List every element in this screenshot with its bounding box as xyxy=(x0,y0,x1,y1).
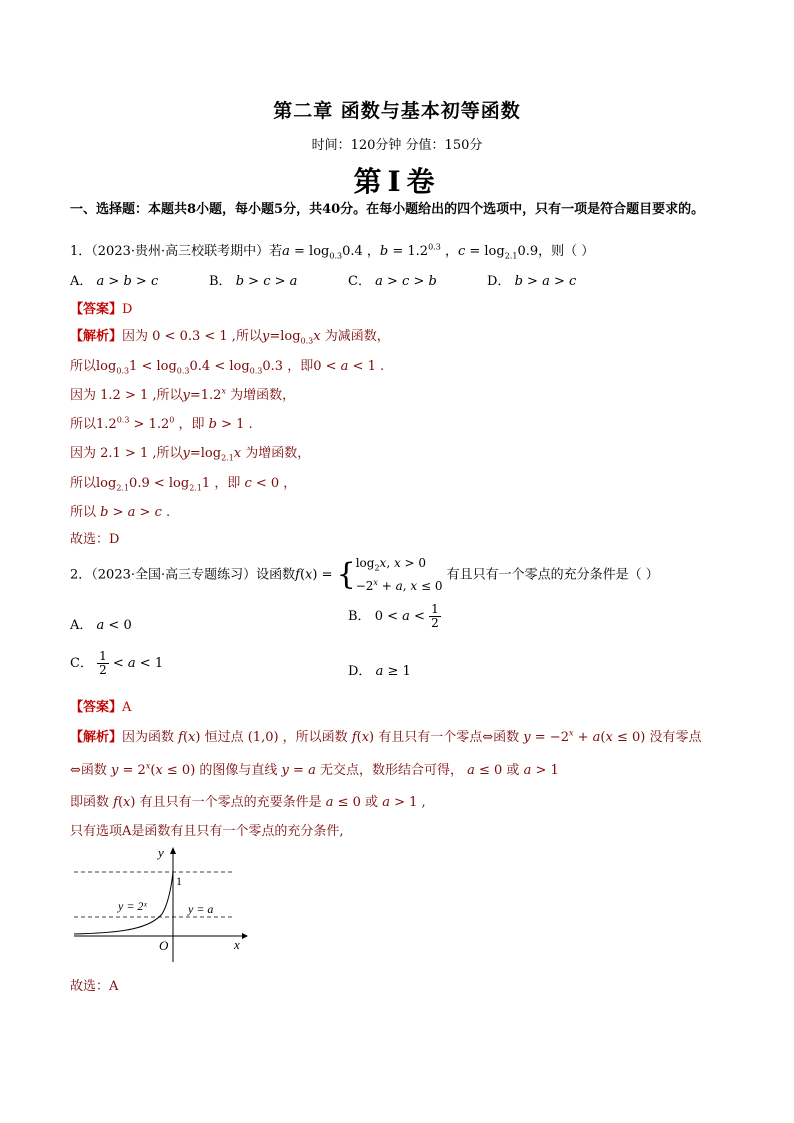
question-2-answer: 【答案】A xyxy=(70,700,132,715)
value-1-label: 1 xyxy=(176,874,182,888)
question-2-analysis-line-2: ⇔函数 $y = 2^x(x \le 0)$ 的图像与直线 y = a 无交点，数形结合可得， a ≤ 0 或 a > 1 xyxy=(70,761,559,778)
question-1-analysis-line-4: 所以$1.2^{0.3} > 1.2^0$ ，即 b > 1 . xyxy=(70,415,253,432)
origin-label: O xyxy=(159,938,169,953)
question-1-choose: 故选：D xyxy=(70,532,120,547)
exam-meta: 时间：120分钟 分值：150分 xyxy=(311,138,483,153)
y-axis-arrow xyxy=(170,847,176,854)
volume-heading: 第Ⅰ卷 xyxy=(353,165,441,198)
x-axis-arrow xyxy=(242,933,248,939)
curve-label: y = 2ˣ xyxy=(118,899,147,913)
question-2-analysis-line-1: 【解析】因为函数 f(x) 恒过点 (1,0) ，所以函数 f(x) 有且只有一个零点⇔函数 $y = -2^x + a(x \le 0)$ 没有零点 xyxy=(70,728,702,745)
question-1-answer: 【答案】D xyxy=(70,302,133,317)
question-1-option-d[interactable]: D． b > a > c xyxy=(487,274,577,289)
question-2-option-d[interactable]: D． a ≥ 1 xyxy=(348,664,411,679)
exponential-graph-figure xyxy=(70,842,260,967)
question-1-analysis-line-7: 所以 b > a > c . xyxy=(70,505,171,520)
page-title: 第二章 函数与基本初等函数 xyxy=(273,100,521,122)
y-axis-label: y xyxy=(158,845,164,860)
question-2-option-a[interactable]: A． a < 0 xyxy=(70,618,132,633)
section-instructions: 一、选择题：本题共8小题，每小题5分，共40分。在每小题给出的四个选项中，只有一项是符合题目要求的。 xyxy=(70,202,705,217)
question-1-analysis-line-1: 【解析】因为 0 < 0.3 < 1 ,所以$y=\log_{0.3}x$ 为减函数， xyxy=(70,329,390,346)
question-1-option-c[interactable]: C． a > c > b xyxy=(348,274,437,289)
question-1-analysis-line-6: 所以$\log_{2.1}0.9 < \log_{2.1}1$ ，即 c < 0 ， xyxy=(70,476,297,493)
question-2-option-c[interactable]: C． $\frac{1}{2}$ < a < 1 xyxy=(70,649,164,677)
line-a-label: y = a xyxy=(188,902,214,916)
question-1-analysis-line-3: 因为 1.2 > 1 ,所以$y=1.2^x$ 为增函数， xyxy=(70,386,296,403)
question-1-stem: 1．（2023·贵州·高三校联考期中）若$a = \log_{0.3}0.4$ ，$b = 1.2^{0.3}$ ，$c = \log_{2.1}0.9$，则（ ） xyxy=(70,242,595,261)
question-1-analysis-line-2: 所以$\log_{0.3}1 < \log_{0.3}0.4 < \log_{0.3}0.3$ ，即0 < a < 1 . xyxy=(70,359,385,376)
question-1-analysis-line-5: 因为 2.1 > 1 ,所以$y=\log_{2.1}x$ 为增函数， xyxy=(70,446,311,463)
question-2-stem: 2．（2023·全国·高三专题练习）设函数$f(x) = \{\log_2x$, x > 0 $-2^x + a$, x ≤ 0 有且只有一个零点的充分条件是（ ） xyxy=(70,556,659,594)
question-2-analysis-line-3: 即函数 f(x) 有且只有一个零点的充要条件是 a ≤ 0 或 a > 1 , xyxy=(70,795,426,810)
question-1-option-a[interactable]: A． a > b > c xyxy=(70,274,159,289)
question-1-option-b[interactable]: B． b > c > a xyxy=(209,274,298,289)
question-2-analysis-line-4: 只有选项A是函数有且只有一个零点的充分条件, xyxy=(70,824,344,839)
question-2-option-b[interactable]: B． 0 < a < $\frac{1}{2}$ xyxy=(348,602,439,630)
x-axis-label: x xyxy=(234,937,240,952)
question-2-choose: 故选：A xyxy=(70,979,119,994)
